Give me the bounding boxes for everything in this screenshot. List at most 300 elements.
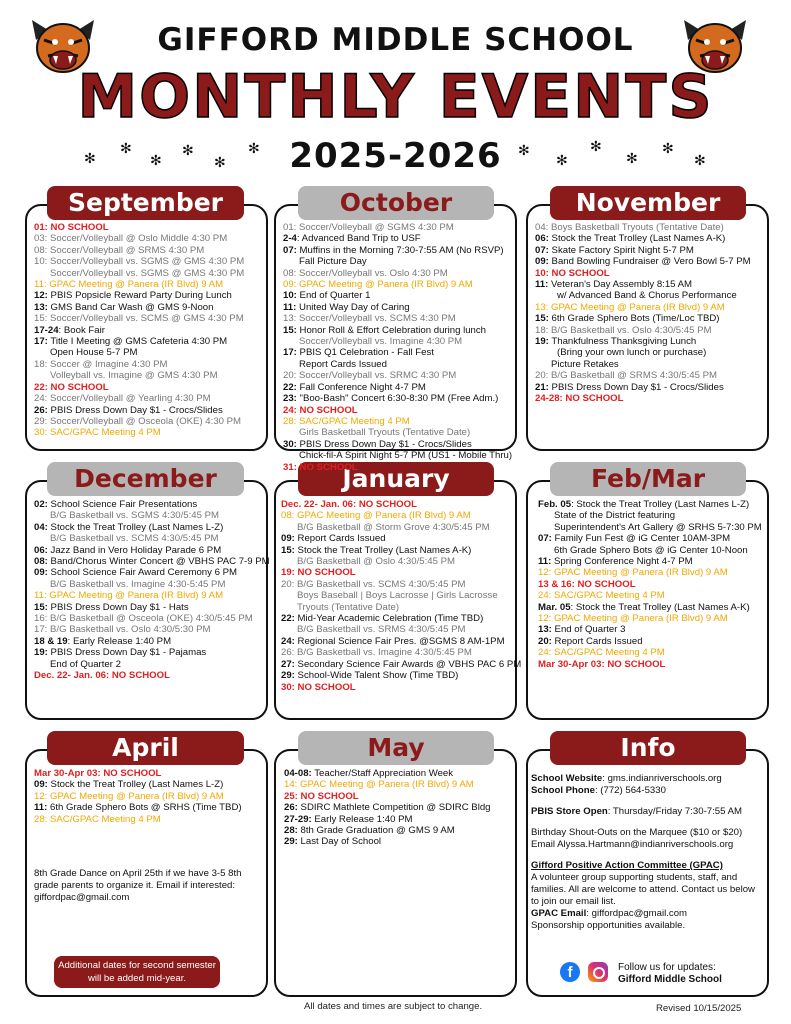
event-item xyxy=(284,779,491,790)
event-text: B/G Basketball @ Oslo 4:30/5:45 PM xyxy=(297,556,455,568)
event-item xyxy=(538,590,762,601)
event-date: 18: xyxy=(34,358,48,370)
event-date: 27: xyxy=(281,658,295,670)
event-text: : Stock the Treat Trolley (Last Names L-Z) xyxy=(571,499,750,510)
event-item xyxy=(281,659,521,670)
facebook-icon[interactable]: f xyxy=(560,962,580,982)
event-item xyxy=(283,233,512,244)
event-item xyxy=(34,522,270,533)
event-item xyxy=(538,602,762,613)
event-text: PBIS Popsicle Reward Party During Lunch xyxy=(47,290,232,302)
event-text: Band Bowling Fundraiser @ Vero Bowl 5-7 PM xyxy=(548,256,751,268)
event-text: B/G Basketball @ Storm Grove 4:30/5:45 PM xyxy=(297,521,490,533)
event-date: 27-29: xyxy=(284,813,312,825)
event-item xyxy=(34,567,270,578)
instagram-icon[interactable] xyxy=(588,962,608,982)
event-item xyxy=(34,359,244,370)
event-text: GPAC Meeting @ Panera (IR Blvd) 9 AM xyxy=(297,779,474,791)
event-text: Stock the Treat Trolley (Last Names A-K) xyxy=(294,544,472,556)
event-date: 13: xyxy=(538,624,552,636)
event-text: GPAC Meeting @ Panera (IR Blvd) 9 AM xyxy=(46,279,224,291)
event-date: 28: xyxy=(34,813,48,825)
event-item xyxy=(34,814,242,825)
event-date: 15: xyxy=(34,601,48,613)
event-text: Girls Basketball Tryouts (Tentative Date) xyxy=(299,427,471,439)
event-item xyxy=(34,802,242,813)
gpac-email[interactable]: : giffordpac@gmail.com xyxy=(586,908,688,919)
website-label: School Website xyxy=(531,773,603,784)
event-text: Stock the Treat Trolley (Last Names A-K) xyxy=(548,233,726,245)
event-text: 8th Grade Graduation @ GMS 9 AM xyxy=(297,825,455,837)
event-text: NO SCHOOL xyxy=(562,393,624,405)
event-item xyxy=(283,302,512,313)
event-date: 18: xyxy=(535,324,549,336)
event-text: : Stock the Treat Trolley (Last Names A-K) xyxy=(570,601,750,613)
page-title: MONTHLY EVENTS xyxy=(77,62,714,132)
event-text: 6th Grade Sphero Bots @ iG Center 10-Noon xyxy=(554,544,748,556)
event-text: SAC/GPAC Meeting 4 PM xyxy=(47,427,161,439)
event-item xyxy=(283,416,512,427)
event-item xyxy=(281,636,521,647)
event-text: GMS Band Car Wash @ GMS 9-Noon xyxy=(47,301,214,313)
info-title: Info xyxy=(550,731,746,765)
follow-label: Follow us for updates: xyxy=(618,962,716,973)
event-item xyxy=(34,290,244,301)
event-text: Teacher/Staff Appreciation Week xyxy=(311,768,454,779)
event-date: 30: xyxy=(34,427,48,439)
event-text: PBIS Q1 Celebration - Fall Fest xyxy=(296,347,434,359)
event-text: Soccer/Volleyball vs. SCMS @ GMS 4:30 PM xyxy=(47,313,244,325)
event-text: B/G Basketball @ Osceola (OKE) 4:30/5:45 PM xyxy=(47,613,253,625)
event-date: 11: xyxy=(535,279,549,291)
event-date: 07: xyxy=(283,244,297,256)
event-text: GPAC Meeting @ Panera (IR Blvd) 9 AM xyxy=(551,613,728,625)
event-date: 07: xyxy=(535,244,549,256)
event-date: 09: xyxy=(34,567,48,579)
event-item xyxy=(535,347,751,358)
event-date: 22: xyxy=(283,381,297,393)
event-text: w/ Advanced Band & Chorus Performance xyxy=(557,290,737,302)
event-item xyxy=(535,382,751,393)
event-date: 11: xyxy=(34,279,47,291)
event-item xyxy=(281,522,521,533)
month-title-november: November xyxy=(550,186,746,220)
event-date: 01: xyxy=(34,222,48,233)
event-item xyxy=(535,233,751,244)
event-item xyxy=(283,347,512,358)
event-text: Honor Roll & Effort Celebration during lunch xyxy=(296,324,487,336)
event-text: NO SCHOOL xyxy=(356,499,417,510)
event-item xyxy=(34,325,244,336)
event-item xyxy=(283,313,512,324)
event-item xyxy=(538,545,762,556)
event-item xyxy=(283,256,512,267)
event-text: PBIS Dress Down Day $1 - Crocs/Slides xyxy=(296,438,472,450)
event-date: 24-28: xyxy=(535,393,563,405)
revised-date: Revised 10/15/2025 xyxy=(656,1003,742,1014)
event-text: B/G Basketball @ SRMS 4:30/5:45 PM xyxy=(548,370,717,382)
event-date: 07: xyxy=(538,533,552,545)
event-text: NO SCHOOL xyxy=(296,404,358,416)
event-text: Soccer/Volleyball vs. SGMS @ GMS 4:30 PM xyxy=(50,267,245,279)
school-name: GIFFORD MIDDLE SCHOOL xyxy=(157,22,634,58)
event-date: 31: xyxy=(283,461,297,473)
event-date: 04-08: xyxy=(284,768,312,779)
event-date: 20: xyxy=(281,578,295,590)
event-item xyxy=(281,533,521,544)
event-date: 11: xyxy=(34,590,47,602)
event-text: Fall Conference Night 4-7 PM xyxy=(296,381,426,393)
event-date: 25: xyxy=(284,790,298,802)
event-item xyxy=(283,393,512,404)
paw-print-icon: ✻ xyxy=(182,142,194,158)
event-text: PBIS Dress Down Day $1 - Crocs/Slides xyxy=(47,404,223,416)
events-september xyxy=(34,222,244,439)
website-value[interactable]: : gms.indianriverschools.org xyxy=(602,773,722,784)
event-item xyxy=(34,791,242,802)
event-text: End of Quarter 1 xyxy=(296,290,371,302)
event-text: NO SCHOOL xyxy=(548,267,610,279)
event-item xyxy=(34,302,244,313)
event-date: 21: xyxy=(535,381,549,393)
info-content xyxy=(531,773,761,941)
event-item xyxy=(535,256,751,267)
event-item xyxy=(538,624,762,635)
event-text: Stock the Treat Trolley (Last Names L-Z) xyxy=(47,779,224,791)
birthday-email[interactable]: Email Alyssa.Hartmann@indianriverschools.org xyxy=(531,839,734,850)
event-date: 22: xyxy=(281,613,295,625)
paw-print-icon: ✻ xyxy=(694,152,706,168)
event-date: 30: xyxy=(283,438,297,450)
event-date: 12: xyxy=(538,613,552,625)
event-date: Mar 30-Apr 03: xyxy=(538,658,605,670)
event-item xyxy=(34,313,244,324)
event-text: "Boo-Bash" Concert 6:30-8:30 PM (Free Adm.) xyxy=(296,393,499,405)
event-date: 26: xyxy=(281,647,295,659)
event-item xyxy=(283,336,512,347)
event-text: : Book Fair xyxy=(58,324,105,336)
event-text: GPAC Meeting @ Panera (IR Blvd) 9 AM xyxy=(548,301,725,313)
event-date: 08: xyxy=(283,267,297,279)
event-date: 17: xyxy=(34,336,48,348)
event-text: Soccer/Volleyball vs. SGMS @ GMS 4:30 PM xyxy=(47,256,245,268)
event-date: 11: xyxy=(283,301,297,313)
event-date: 10: xyxy=(34,256,48,268)
event-text: SAC/GPAC Meeting 4 PM xyxy=(47,813,161,825)
event-date: 29: xyxy=(284,836,298,848)
event-date: 28: xyxy=(283,415,297,427)
event-text: Soccer @ Imagine 4:30 PM xyxy=(47,358,168,370)
paw-print-icon: ✻ xyxy=(150,152,162,168)
event-date: 01: xyxy=(283,222,297,233)
event-item xyxy=(34,499,270,510)
event-text: (Bring your own lunch or purchase) xyxy=(557,347,707,359)
event-text: Report Cards Issued xyxy=(294,533,386,545)
event-date: Dec. 22- Jan. 06: xyxy=(34,670,110,682)
events-january xyxy=(281,499,521,693)
event-date: 22: xyxy=(34,381,48,393)
event-text: SDIRC Mathlete Competition @ SDIRC Bldg xyxy=(297,802,491,814)
event-text: Report Cards Issued xyxy=(299,358,387,370)
event-date: 17: xyxy=(283,347,297,359)
event-text: : Advanced Band Trip to USF xyxy=(296,233,421,245)
event-item xyxy=(283,382,512,393)
event-item xyxy=(284,802,491,813)
event-text: B/G Basketball vs. Oslo 4:30/5:45 PM xyxy=(548,324,712,336)
birthday-shoutout: Birthday Shout-Outs on the Marquee ($10 or $20) xyxy=(531,827,743,838)
events-december xyxy=(34,499,270,682)
event-date: 09: xyxy=(34,779,48,791)
event-text: Thankfulness Thanksgiving Lunch xyxy=(548,336,697,348)
event-date: 23: xyxy=(283,393,297,405)
event-item xyxy=(34,556,270,567)
event-date: 06: xyxy=(34,544,48,556)
event-text: Boys Baseball | Boys Lacrosse | Girls Lacrosse xyxy=(297,590,498,602)
event-text: NO SCHOOL xyxy=(47,381,109,393)
event-date: 12: xyxy=(538,567,552,579)
event-item xyxy=(281,590,521,601)
event-text: End of Quarter 2 xyxy=(50,658,121,670)
event-item xyxy=(538,636,762,647)
event-item xyxy=(34,427,244,438)
month-title-may: May xyxy=(298,731,494,765)
school-year: 2025-2026 xyxy=(289,136,502,176)
event-item xyxy=(283,245,512,256)
event-date: 09: xyxy=(281,533,295,545)
event-text: 6th Grade Sphero Bots @ SRHS (Time TBD) xyxy=(47,802,242,814)
event-text: B/G Basketball vs. Imagine 4:30-5:45 PM xyxy=(50,578,226,590)
event-date: 19: xyxy=(535,336,549,348)
event-item xyxy=(281,682,521,693)
event-item xyxy=(34,602,270,613)
month-title-december: December xyxy=(47,462,244,496)
event-date: 11: xyxy=(538,556,552,568)
event-text: Spring Conference Night 4-7 PM xyxy=(551,556,693,568)
event-text: Picture Retakes xyxy=(551,358,619,370)
event-date: 15: xyxy=(535,313,549,325)
event-text: PBIS Dress Down Day $1 - Hats xyxy=(47,601,189,613)
event-item xyxy=(538,499,762,510)
event-text: Soccer/Volleyball @ Oslo Middle 4:30 PM xyxy=(47,233,228,245)
event-item xyxy=(283,325,512,336)
gpac-description: A volunteer group supporting students, staff, and families. All are welcome to attend. Contact us below to join our email list. xyxy=(531,872,755,907)
event-item xyxy=(283,439,512,450)
paw-print-icon: ✻ xyxy=(518,142,530,158)
event-item xyxy=(34,545,270,556)
paw-print-icon: ✻ xyxy=(84,150,96,166)
event-item xyxy=(34,347,244,358)
store-hours: : Thursday/Friday 7:30-7:55 AM xyxy=(607,806,742,817)
event-item xyxy=(535,279,751,290)
event-text: B/G Basketball vs. SCMS 4:30/5:45 PM xyxy=(294,578,466,590)
event-item xyxy=(34,222,244,233)
event-date: 29: xyxy=(281,670,295,682)
event-item xyxy=(535,325,751,336)
event-text: Soccer/Volleyball @ Osceola (OKE) 4:30 PM xyxy=(47,415,242,427)
event-item xyxy=(34,590,270,601)
event-date: 17-24 xyxy=(34,324,59,336)
event-text: 6th Grade Sphero Bots (Time/Loc TBD) xyxy=(548,313,720,325)
event-item xyxy=(283,268,512,279)
event-item xyxy=(538,567,762,578)
event-item xyxy=(283,405,512,416)
event-item xyxy=(34,279,244,290)
event-date: Mar 30-Apr 03: xyxy=(34,768,101,779)
event-item xyxy=(284,825,491,836)
event-date: 13 & 16: xyxy=(538,578,575,590)
event-text: Superintendent's Art Gallery @ SRHS 5-7:30 PM xyxy=(554,521,762,533)
event-text: NO SCHOOL xyxy=(100,768,162,779)
event-item xyxy=(535,245,751,256)
event-text: United Way Day of Caring xyxy=(296,301,410,313)
event-item xyxy=(34,510,270,521)
event-item xyxy=(34,624,270,635)
event-item xyxy=(34,779,242,790)
event-date: 20: xyxy=(538,635,552,647)
event-text: Soccer/Volleyball @ Yearling 4:30 PM xyxy=(47,393,211,405)
event-item xyxy=(538,522,762,533)
event-item xyxy=(538,579,762,590)
event-date: 12: xyxy=(34,790,48,802)
event-date: 13: xyxy=(283,313,297,325)
event-date: 18 & 19 xyxy=(34,635,68,647)
event-date: 04: xyxy=(535,222,549,233)
event-text: NO SCHOOL xyxy=(294,681,356,693)
event-text: Soccer/Volleyball vs. SCMS 4:30 PM xyxy=(296,313,456,325)
event-date: 08: xyxy=(34,244,48,256)
event-item xyxy=(538,659,762,670)
event-date: 24: xyxy=(283,404,297,416)
event-date: 12: xyxy=(34,290,48,302)
event-date: 09: xyxy=(283,279,297,291)
events-may xyxy=(284,768,491,848)
month-title-october: October xyxy=(298,186,494,220)
sponsorship-note: Sponsorship opportunities available. xyxy=(531,920,686,931)
event-date: 2-4 xyxy=(283,233,297,245)
event-item xyxy=(34,613,270,624)
event-date: 03: xyxy=(34,233,48,245)
event-text: B/G Basketball vs. SGMS 4:30/5:45 PM xyxy=(50,510,220,522)
event-item xyxy=(34,268,244,279)
event-text: Tryouts (Tentative Date) xyxy=(297,601,400,613)
event-date: 04: xyxy=(34,521,48,533)
event-text: School-Wide Talent Show (Time TBD) xyxy=(294,670,459,682)
event-text: Soccer/Volleyball @ SGMS 4:30 PM xyxy=(296,222,454,233)
event-item xyxy=(34,336,244,347)
event-item xyxy=(535,313,751,324)
event-date: 15: xyxy=(34,313,48,325)
event-item xyxy=(281,567,521,578)
event-item xyxy=(538,533,762,544)
event-item xyxy=(34,579,270,590)
event-item xyxy=(34,670,270,681)
event-text: End of Quarter 3 xyxy=(551,624,626,636)
event-item xyxy=(284,836,491,847)
event-text: Boys Basketball Tryouts (Tentative Date) xyxy=(548,222,724,233)
paw-print-icon: ✻ xyxy=(590,138,602,154)
event-text: Soccer/Volleyball vs. Imagine 4:30 PM xyxy=(299,336,463,348)
event-text: NO SCHOOL xyxy=(604,658,666,670)
event-date: 24: xyxy=(538,647,552,659)
event-date: 16: xyxy=(34,613,48,625)
event-item xyxy=(538,647,762,658)
event-text: Veteran's Day Assembly 8:15 AM xyxy=(548,279,693,291)
event-item xyxy=(281,579,521,590)
event-date: 17: xyxy=(34,624,48,636)
event-text: NO SCHOOL xyxy=(297,790,359,802)
event-text: NO SCHOOL xyxy=(574,578,636,590)
event-item xyxy=(283,462,512,473)
event-text: Regional Science Fair Pres. @SGMS 8 AM-1PM xyxy=(294,635,505,647)
event-item xyxy=(535,268,751,279)
event-item xyxy=(281,556,521,567)
event-item xyxy=(283,279,512,290)
event-text: Secondary Science Fair Awards @ VBHS PAC 6 PM xyxy=(294,658,522,670)
event-date: Dec. 22- Jan. 06: xyxy=(281,499,357,510)
event-date: 19: xyxy=(281,567,295,579)
event-text: School Science Fair Award Ceremony 6 PM xyxy=(47,567,237,579)
month-title-september: September xyxy=(47,186,244,220)
event-text: SAC/GPAC Meeting 4 PM xyxy=(551,590,665,602)
event-text: GPAC Meeting @ Panera (IR Blvd) 9 AM xyxy=(294,510,471,522)
event-date: 20: xyxy=(283,370,297,382)
event-item xyxy=(281,602,521,613)
event-item xyxy=(535,393,751,404)
event-date: 20: xyxy=(535,370,549,382)
event-date: 26: xyxy=(34,404,48,416)
follow-us xyxy=(618,962,722,986)
event-text: Band/Chorus Winter Concert @ VBHS PAC 7-9 PM xyxy=(47,556,270,568)
event-text: Stock the Treat Trolley (Last Names L-Z) xyxy=(47,521,224,533)
event-item xyxy=(538,613,762,624)
event-text: : Early Release 1:40 PM xyxy=(67,635,172,647)
event-item xyxy=(281,624,521,635)
event-text: Jazz Band in Vero Holiday Parade 6 PM xyxy=(47,544,222,556)
event-item xyxy=(283,427,512,438)
event-item xyxy=(535,370,751,381)
follow-name: Gifford Middle School xyxy=(618,974,722,985)
gpac-email-label: GPAC Email xyxy=(531,908,587,919)
paw-print-icon: ✻ xyxy=(248,140,260,156)
event-text: Report Cards Issued xyxy=(551,635,643,647)
event-date: 30: xyxy=(281,681,295,693)
event-text: Last Day of School xyxy=(297,836,382,848)
event-text: Chick-fil-A Spirit Night 5-7 PM (US1 - Mobile Thru) xyxy=(299,450,513,462)
event-item xyxy=(283,359,512,370)
event-item xyxy=(34,636,270,647)
gpac-title: Gifford Positive Action Committee (GPAC) xyxy=(531,860,723,871)
event-item xyxy=(281,545,521,556)
event-item xyxy=(34,533,270,544)
event-item xyxy=(281,647,521,658)
event-text: Muffins in the Morning 7:30-7:55 AM (No RSVP) xyxy=(296,244,504,256)
events-november xyxy=(535,222,751,405)
event-text: Fall Picture Day xyxy=(299,256,367,268)
second-semester-note: Additional dates for second semester will be added mid-year. xyxy=(54,956,220,988)
event-text: Soccer/Volleyball vs. SRMC 4:30 PM xyxy=(296,370,457,382)
event-text: Early Release 1:40 PM xyxy=(311,813,413,825)
event-item xyxy=(34,647,270,658)
event-date: 13: xyxy=(535,301,549,313)
event-text: GPAC Meeting @ Panera (IR Blvd) 9 AM xyxy=(46,590,224,602)
event-text: Family Fun Fest @ iG Center 10AM-3PM xyxy=(551,533,731,545)
event-item xyxy=(283,222,512,233)
event-text: B/G Basketball vs. Oslo 4:30/5:30 PM xyxy=(47,624,211,636)
event-item xyxy=(34,405,244,416)
event-text: Open House 5-7 PM xyxy=(50,347,138,359)
dance-note: 8th Grade Dance on April 25th if we have 3-5 8th grade parents to organize it. Email if interested: giffordpac@gmail.com xyxy=(34,868,242,903)
event-text: Skate Factory Spirit Night 5-7 PM xyxy=(548,244,694,256)
